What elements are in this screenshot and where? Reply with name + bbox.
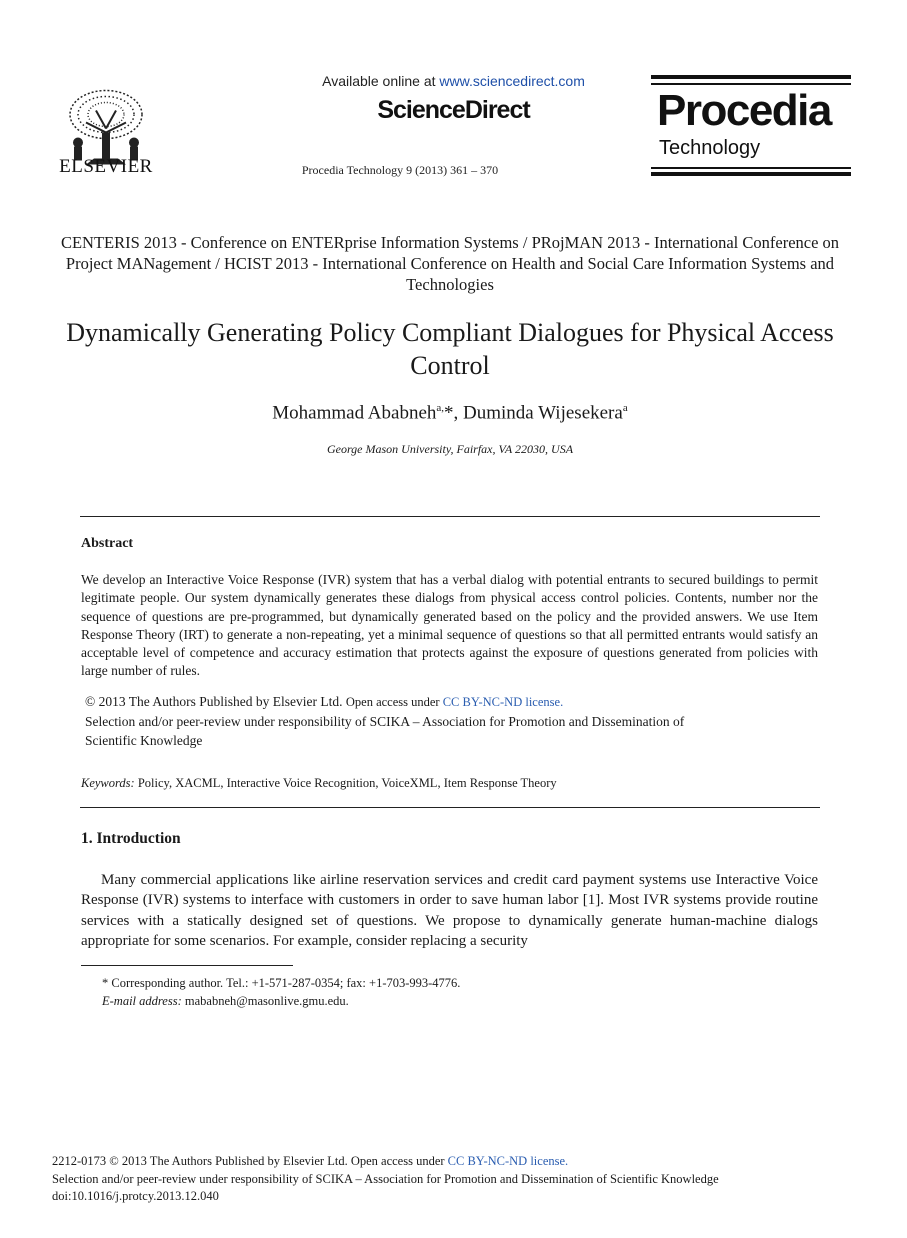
footer-license-link[interactable]: CC BY-NC-ND license. bbox=[447, 1154, 569, 1168]
keywords bbox=[81, 776, 557, 791]
keywords-text: Policy, XACML, Interactive Voice Recognition, VoiceXML, Item Response Theory bbox=[134, 776, 557, 790]
section-heading: 1. Introduction bbox=[81, 830, 181, 847]
procedia-logo-main: Procedia bbox=[657, 86, 831, 135]
body-paragraph: Many commercial applications like airline reservation services and credit card payment systems use Interactive Voice Response (IVR) systems to interface with customers in order to save human labor [1]. Most IVR systems provide routine services with a statically designed set of questions. We propose to dynamically generate human-machine dialogs appropriate for some scenarios. For example, consider replacing a security bbox=[81, 872, 818, 949]
corresponding-marker: * bbox=[444, 402, 454, 424]
paper-title: Dynamically Generating Policy Compliant Dialogues for Physical Access Control bbox=[66, 318, 834, 380]
footnote bbox=[102, 975, 460, 1010]
procedia-top-thin-bar bbox=[651, 83, 851, 85]
author-name: Duminda Wijesekera bbox=[463, 402, 623, 424]
copyright-text: © 2013 The Authors Published by Elsevier Ltd. bbox=[85, 694, 346, 709]
email-label: E-mail address: bbox=[102, 993, 182, 1008]
author-separator: , bbox=[453, 402, 464, 424]
abstract-text: We develop an Interactive Voice Response (IVR) system that has a verbal dialog with potential entrants to secured buildings to permit legitimate people. Our system dynamically generates these dialogs from physical access control policies. Contents, number nor the sequence of questions are pre-programmed, but dynamically generated based on the policy and the provided answers. We use Item Response Theory (IRT) to generate a non-repeating, yet a minimal sequence of questions so that all permitted entrants would satisfy an acceptable level of competence and accuracy estimation that protects against the exposure of questions generated from policies with large number of rules. bbox=[81, 572, 818, 679]
page-footer bbox=[52, 1153, 872, 1206]
conference-name: CENTERIS 2013 - Conference on ENTERprise Information Systems / PRojMAN 2013 - International Conference on Project MANagement / HCIST 2013 - International Conference on Health and Social Care Information Systems and Technologies bbox=[60, 233, 840, 294]
doi: doi:10.1016/j.protcy.2013.12.040 bbox=[52, 1189, 219, 1203]
affiliation: George Mason University, Fairfax, VA 22030, USA bbox=[326, 442, 574, 456]
divider bbox=[80, 807, 820, 808]
procedia-logo-sub: Technology bbox=[659, 137, 761, 159]
open-access-text: Open access under bbox=[345, 695, 443, 709]
author-affiliation-marker: a bbox=[622, 402, 628, 414]
selection-statement: Selection and/or peer-review under responsibility of SCIKA – Association for Promotion and Dissemination of bbox=[85, 714, 685, 729]
publisher-name: ELSEVIER bbox=[59, 156, 153, 177]
author-affiliation-marker: a, bbox=[436, 402, 445, 414]
available-prefix: Available online at bbox=[322, 73, 440, 89]
sciencedirect-wordmark: ScienceDirect bbox=[377, 96, 530, 124]
procedia-top-bar bbox=[651, 75, 851, 79]
email-address: mababneh@masonlive.gmu.edu. bbox=[181, 993, 349, 1008]
author-list bbox=[0, 402, 900, 424]
footnote-divider bbox=[81, 965, 293, 966]
footer-selection: Selection and/or peer-review under responsibility of SCIKA – Association for Promotion and Dissemination of Scientific Knowledge bbox=[52, 1171, 719, 1186]
corresponding-author-note: * Corresponding author. Tel.: +1-571-287-0354; fax: +1-703-993-4776. bbox=[102, 976, 461, 990]
procedia-bottom-thin-bar bbox=[651, 167, 851, 169]
copyright-notice bbox=[85, 692, 785, 750]
journal-reference: Procedia Technology 9 (2013) 361 – 370 bbox=[301, 163, 499, 177]
procedia-bottom-bar bbox=[651, 172, 851, 176]
keywords-label: Keywords: bbox=[81, 776, 135, 790]
sciencedirect-link[interactable]: www.sciencedirect.com bbox=[439, 73, 585, 89]
author-name: Mohammad Ababneh bbox=[272, 402, 437, 424]
abstract-heading: Abstract bbox=[81, 536, 134, 551]
issn-copyright: 2212-0173 © 2013 The Authors Published by Elsevier Ltd. Open access under bbox=[52, 1154, 448, 1168]
selection-statement-cont: Scientific Knowledge bbox=[85, 733, 203, 748]
procedia-logo bbox=[651, 75, 851, 176]
license-link[interactable]: CC BY-NC-ND license. bbox=[442, 695, 564, 709]
divider bbox=[80, 516, 820, 517]
